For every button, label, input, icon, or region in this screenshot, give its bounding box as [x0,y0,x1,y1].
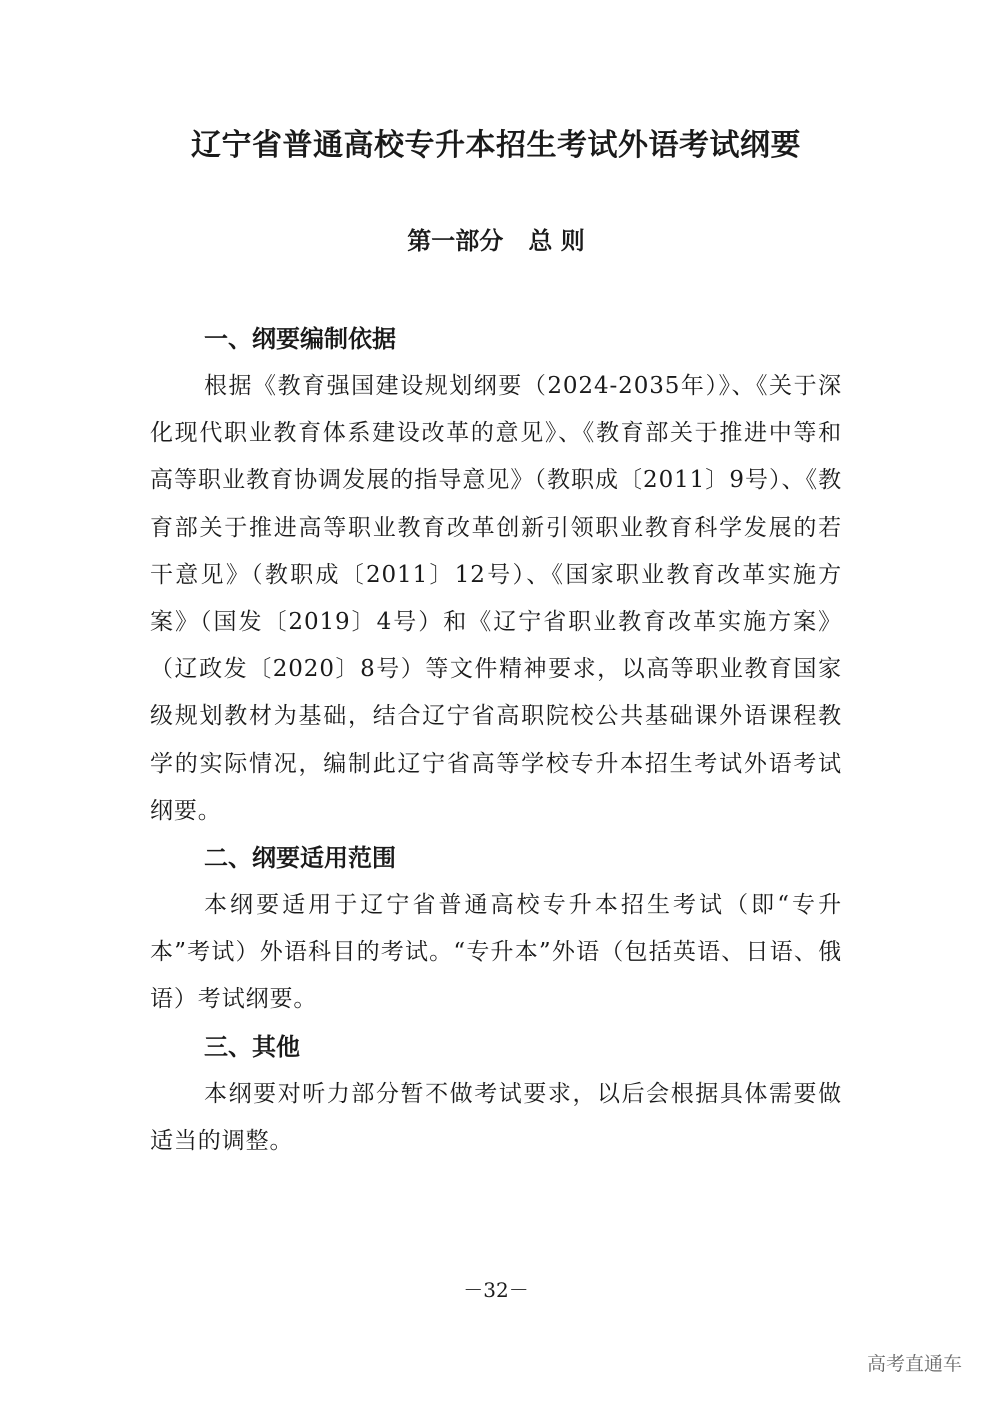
document-body [150,316,842,1165]
section-paragraph-scope: 本纲要适用于辽宁省普通高校专升本招生考试（即“专升本”考试）外语科目的考试。“专升本”外语（包括英语、日语、俄语）考试纲要。 [150,892,842,1013]
section-paragraph-other: 本纲要对听力部分暂不做考试要求，以后会根据具体需要做适当的调整。 [150,1080,842,1154]
part-title: 第一部分 总 则 [407,227,585,255]
document-title: 辽宁省普通高校专升本招生考试外语考试纲要 [191,128,801,163]
section-paragraph-basis: 根据《教育强国建设规划纲要（2024-2035年）》、《关于深化现代职业教育体系建设改革的意见》、《教育部关于推进中等和高等职业教育协调发展的指导意见》（教职成〔2011〕9号）、《教育部关于推进高等职业教育改革创新引领职业教育科学发展的若干意见》（教职成〔2011〕12号）、《国家职业教育改革实施方案》（国发〔2019〕4号）和《辽宁省职业教育改革实施方案》（辽政发〔2020〕8号）等文件精神要求，以高等职业教育国家级规划教材为基础，结合辽宁省高职院校公共基础课外语课程教学的实际情况，编制此辽宁省高等学校专升本招生考试外语考试纲要。 [150,373,842,824]
section-heading-basis: 一、纲要编制依据 [204,325,396,353]
page-number: －32－ [463,1278,529,1302]
section-heading-other: 三、其他 [204,1032,300,1061]
section-heading-scope: 二、纲要适用范围 [204,844,396,873]
watermark: 高考直通车 [866,1353,962,1375]
